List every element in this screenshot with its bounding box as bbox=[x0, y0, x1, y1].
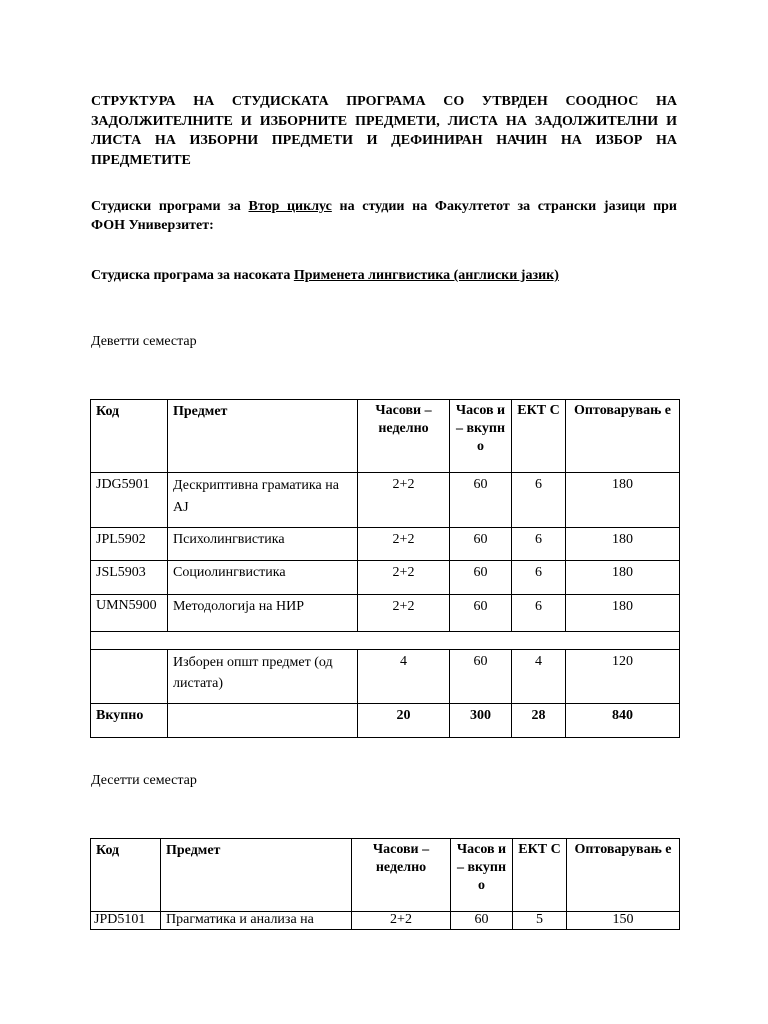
title-line: ПРЕДМЕТИТЕ bbox=[91, 152, 191, 168]
cell-load-sum: 840 bbox=[566, 704, 680, 738]
cell-load: 180 bbox=[566, 595, 680, 632]
cell-weekly: 4 bbox=[358, 650, 450, 704]
program-track-heading bbox=[91, 266, 677, 285]
cycle-suffix: на студии на Факултетот за странски јазици при bbox=[331, 199, 677, 214]
header-subject: Предмет bbox=[168, 400, 358, 473]
header-ects: ЕКТ С bbox=[512, 400, 566, 473]
table-row-total bbox=[91, 704, 680, 738]
cell-code: JPD5101 bbox=[91, 912, 161, 930]
cell-load: 180 bbox=[566, 561, 680, 595]
track-underlined: Применета лингвистика (англиски јазик) bbox=[293, 268, 559, 283]
table-row-elective bbox=[91, 650, 680, 704]
cell-ects: 4 bbox=[512, 650, 566, 704]
cell-total-sum: 300 bbox=[450, 704, 512, 738]
table-row bbox=[91, 528, 680, 561]
cell-subject: Социолингвистика bbox=[168, 561, 358, 595]
header-code: Код bbox=[91, 400, 168, 473]
cell-code bbox=[91, 650, 168, 704]
cell-subject: Психолингвистика bbox=[168, 528, 358, 561]
cell-code: JPL5902 bbox=[91, 528, 168, 561]
header-weekly-hours: Часови – неделно bbox=[352, 839, 451, 912]
header-subject: Предмет bbox=[161, 839, 352, 912]
document-title bbox=[91, 92, 677, 170]
table-header-row bbox=[91, 400, 680, 473]
table-row bbox=[91, 595, 680, 632]
cell-ects: 5 bbox=[513, 912, 567, 930]
header-ects: ЕКТ С bbox=[513, 839, 567, 912]
cell-total: 60 bbox=[450, 528, 512, 561]
table-spacer-row bbox=[91, 632, 680, 650]
spacer-cell bbox=[91, 632, 680, 650]
cell-ects: 6 bbox=[512, 561, 566, 595]
program-cycle-heading bbox=[91, 197, 677, 235]
cell-total: 60 bbox=[451, 912, 513, 930]
cell-load: 150 bbox=[567, 912, 680, 930]
title-line: СТРУКТУРА НА СТУДИСКАТА ПРОГРАМА СО УТВРДЕН СООДНОС НА bbox=[91, 94, 677, 109]
cell-total: 60 bbox=[450, 595, 512, 632]
cell-load: 120 bbox=[566, 650, 680, 704]
cell-weekly-sum: 20 bbox=[358, 704, 450, 738]
cell-subject: Дескриптивна граматика на АЈ bbox=[168, 473, 358, 528]
semester-9-label: Деветти семестар bbox=[91, 334, 197, 349]
semester-9-table bbox=[90, 399, 680, 738]
cell-weekly: 2+2 bbox=[358, 473, 450, 528]
cell-weekly: 2+2 bbox=[352, 912, 451, 930]
header-weekly-hours: Часови – неделно bbox=[358, 400, 450, 473]
header-workload: Оптоварувањ е bbox=[566, 400, 680, 473]
header-code: Код bbox=[91, 839, 161, 912]
cycle-prefix: Студиски програми за bbox=[91, 199, 249, 214]
cell-total: 60 bbox=[450, 473, 512, 528]
cell-total: 60 bbox=[450, 650, 512, 704]
semester-10-label: Десетти семестар bbox=[91, 773, 197, 788]
cell-code: JSL5903 bbox=[91, 561, 168, 595]
cell-weekly: 2+2 bbox=[358, 595, 450, 632]
cell-load: 180 bbox=[566, 528, 680, 561]
cell-code: JDG5901 bbox=[91, 473, 168, 528]
cell-total: 60 bbox=[450, 561, 512, 595]
cell-subject-empty bbox=[168, 704, 358, 738]
table-row bbox=[91, 561, 680, 595]
cell-ects-sum: 28 bbox=[512, 704, 566, 738]
table-row bbox=[91, 912, 680, 930]
cell-total-label: Вкупно bbox=[91, 704, 168, 738]
title-line: ЗАДОЛЖИТЕЛНИТЕ И ИЗБОРНИТЕ ПРЕДМЕТИ, ЛИСТА НА ЗАДОЛЖИТЕЛНИ И bbox=[91, 113, 677, 129]
cell-weekly: 2+2 bbox=[358, 528, 450, 561]
cell-subject: Прагматика и анализа на bbox=[161, 912, 352, 930]
cycle-underlined: Втор циклус bbox=[248, 199, 332, 214]
cell-ects: 6 bbox=[512, 473, 566, 528]
cell-weekly: 2+2 bbox=[358, 561, 450, 595]
cell-subject: Методологија на НИР bbox=[168, 595, 358, 632]
header-total-hours: Часов и – вкупн о bbox=[450, 400, 512, 473]
semester-10-table bbox=[90, 838, 680, 930]
cell-ects: 6 bbox=[512, 595, 566, 632]
cell-code: UMN5900 bbox=[91, 595, 168, 632]
header-total-hours: Часов и – вкупн о bbox=[451, 839, 513, 912]
header-workload: Оптоварувањ е bbox=[567, 839, 680, 912]
cell-load: 180 bbox=[566, 473, 680, 528]
title-line: ЛИСТА НА ИЗБОРНИ ПРЕДМЕТИ И ДЕФИНИРАН НАЧИН НА ИЗБОР НА bbox=[91, 133, 677, 148]
table-header-row bbox=[91, 839, 680, 912]
track-prefix: Студиска програма за насоката bbox=[91, 268, 294, 283]
cell-subject: Изборен општ предмет (од листата) bbox=[168, 650, 358, 704]
cell-ects: 6 bbox=[512, 528, 566, 561]
table-row bbox=[91, 473, 680, 528]
cycle-line2: ФОН Универзитет: bbox=[91, 218, 214, 233]
